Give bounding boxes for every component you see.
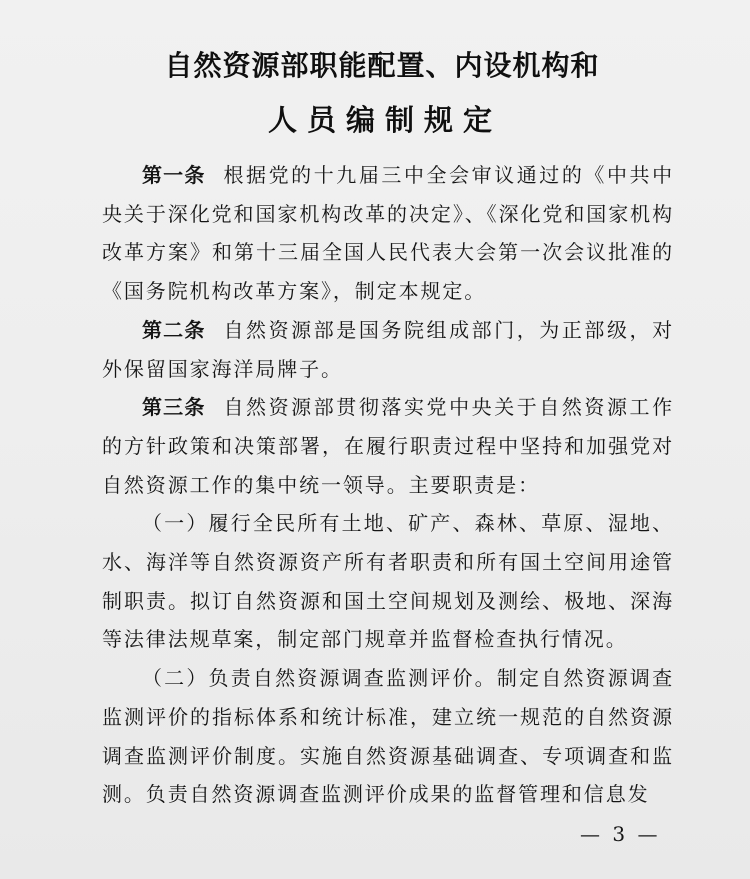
article-2-label: 第二条	[142, 317, 206, 342]
document-body	[102, 156, 674, 814]
duty-2-paragraph	[102, 659, 674, 814]
article-2-paragraph	[102, 311, 674, 388]
duty-1-text: （一）履行全民所有土地、矿产、森林、草原、湿地、水、海洋等自然资源资产所有者职责和所有国土空间用途管制职责。拟订自然资源和国土空间规划及测绘、极地、深海等法律法规草案，制定部门规章并监督检查执行情况。	[102, 511, 674, 652]
article-3-label: 第三条	[142, 395, 206, 420]
article-3-paragraph	[102, 388, 674, 504]
article-3-text: 自然资源部贯彻落实党中央关于自然资源工作的方针政策和决策部署，在履行职责过程中坚持和加强党对自然资源工作的集中统一领导。主要职责是：	[102, 395, 675, 497]
duty-2-text: （二）负责自然资源调查监测评价。制定自然资源调查监测评价的指标体系和统计标准，建立统一规范的自然资源调查监测评价制度。实施自然资源基础调查、专项调查和监测。负责自然资源调查监测评价成果的监督管理和信息发	[102, 666, 674, 807]
document-title-line-1: 自然资源部职能配置、内设机构和	[164, 49, 600, 82]
article-1-label: 第一条	[142, 163, 206, 187]
duty-1-paragraph	[102, 504, 674, 659]
article-1-text: 根据党的十九届三中全会审议通过的《中共中央关于深化党和国家机构改革的决定》、《深化党和国家机构改革方案》和第十三届全国人民代表大会第一次会议批准的《国务院机构改革方案》，制定本规定。	[102, 163, 675, 304]
article-1-paragraph	[102, 156, 674, 311]
document-title-line-2: 人员编制规定	[267, 103, 502, 137]
article-2-text: 自然资源部是国务院组成部门，为正部级，对外保留国家海洋局牌子。	[102, 317, 675, 381]
page-number: — 3 —	[580, 822, 661, 846]
